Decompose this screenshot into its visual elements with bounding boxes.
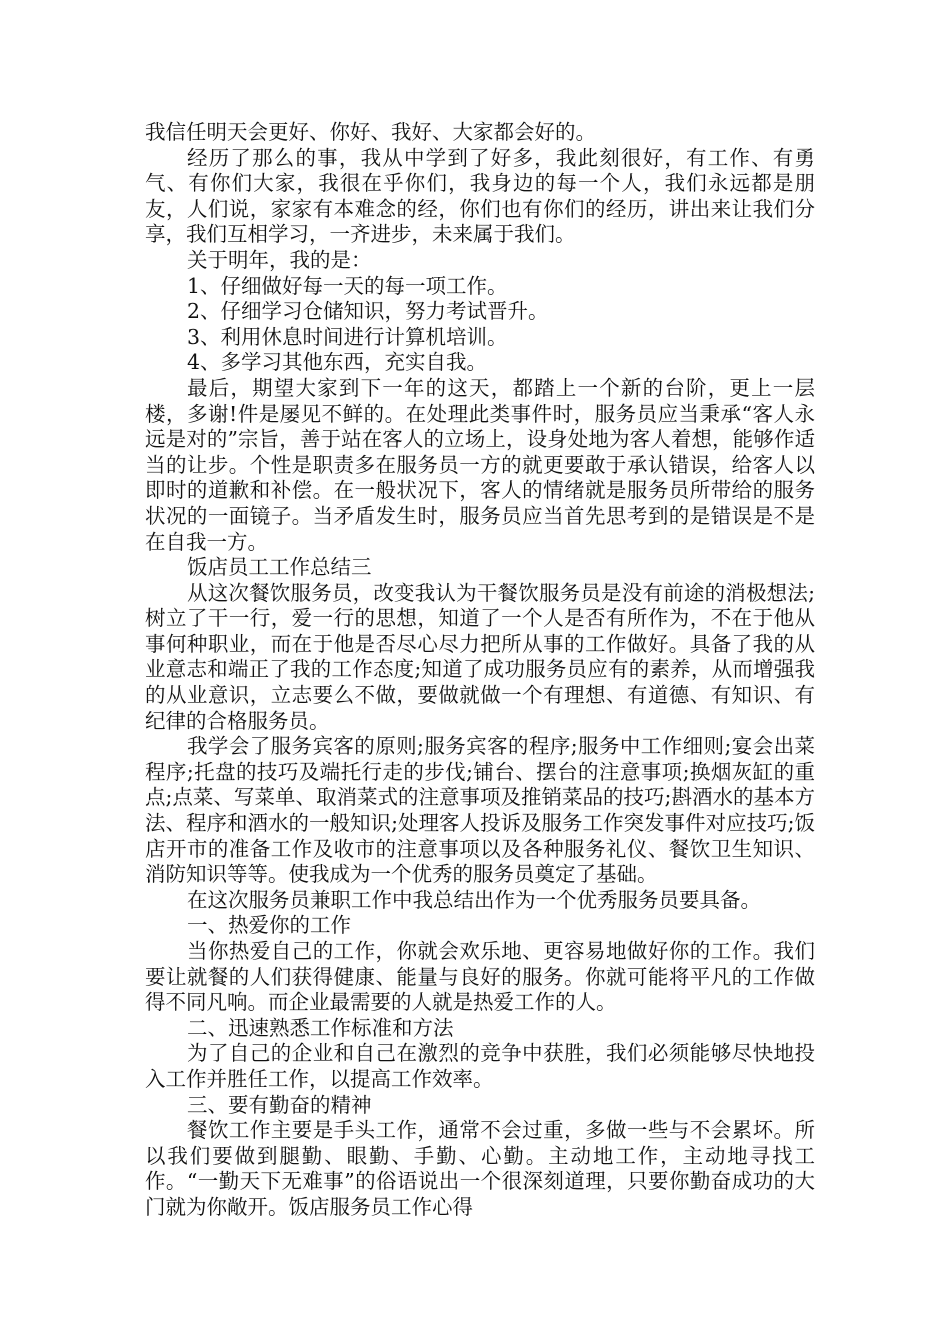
paragraph: 从这次餐饮服务员，改变我认为干餐饮服务员是没有前途的消极想法;树立了干一行，爱一行的思想，知道了一个人是否有所作为，不在于他从事何种职业，而在于他是否尽心尽力把所从事的工作做好。具备了我的从业意志和端正了我的工作态度;知道了成功服务员应有的素养，从而增强我的从业意识，立志要么不做，要做就做一个有理想、有道德、有知识、有纪律的合格服务员。 [145, 580, 815, 733]
list-item: 4、多学习其他东西，充实自我。 [187, 350, 488, 375]
paragraph: 我信任明天会更好、你好、我好、大家都会好的。 [145, 120, 596, 144]
paragraph: 最后，期望大家到下一年的这天，都踏上一个新的台阶，更上一层楼，多谢!件是屡见不鲜的。在处理此类事件时，服务员应当秉承“客人永远是对的”宗旨，善于站在客人的立场上，设身处地为客人着想，能够作适当的让步。个性是职责多在服务员一方的就更要敢于承认错误，给客人以即时的道歉和补偿。在一般状况下，客人的情绪就是服务员所带给的服务状况的一面镜子。当矛盾发生时，服务员应当首先思考到的是错误是不是在自我一方。 [145, 375, 815, 554]
section-heading: 三、要有勤奋的精神 [187, 1092, 372, 1117]
paragraph: 经历了那么的事，我从中学到了好多，我此刻很好，有工作、有勇气、有你们大家，我很在乎你们，我身边的每一个人，我们永远都是朋友，人们说，家家有本难念的经，你们也有你们的经历，讲出来让我们分享，我们互相学习，一齐进步，未来属于我们。 [145, 145, 815, 247]
list-item: 2、仔细学习仓储知识，努力考试晋升。 [187, 299, 549, 324]
section-heading: 一、热爱你的工作 [187, 913, 351, 938]
paragraph: 我学会了服务宾客的原则;服务宾客的程序;服务中工作细则;宴会出菜程序;托盘的技巧及端托行走的步伐;铺台、摆台的注意事项;换烟灰缸的重点;点菜、写菜单、取消菜式的注意事项及推销菜品的技巧;斟酒水的基本方法、程序和酒水的一般知识;处理客人投诉及服务工作突发事件对应技巧;饭店开市的准备工作及收市的注意事项以及各种服务礼仪、餐饮卫生知识、消防知识等等。使我成为一个优秀的服务员奠定了基础。 [145, 734, 815, 887]
paragraph: 关于明年，我的是： [187, 247, 372, 272]
paragraph: 在这次服务员兼职工作中我总结出作为一个优秀服务员要具备。 [187, 887, 761, 912]
section-heading: 饭店员工工作总结三 [187, 555, 372, 580]
list-item: 3、利用休息时间进行计算机培训。 [187, 324, 508, 349]
document-body [145, 120, 815, 1221]
list-item: 1、仔细做好每一天的每一项工作。 [187, 273, 508, 298]
paragraph: 餐饮工作主要是手头工作，通常不会过重，多做一些与不会累坏。所以我们要做到腿勤、眼勤、手勤、心勤。主动地工作，主动地寻找工作。“一勤天下无难事”的俗语说出一个很深刻道理，只要你勤奋成功的大门就为你敞开。饭店服务员工作心得 [145, 1118, 815, 1219]
section-heading: 二、迅速熟悉工作标准和方法 [187, 1015, 454, 1040]
paragraph: 当你热爱自己的工作，你就会欢乐地、更容易地做好你的工作。我们要让就餐的人们获得健康、能量与良好的服务。你就可能将平凡的工作做得不同凡响。而企业最需要的人就是热爱工作的人。 [145, 939, 815, 1015]
paragraph: 为了自己的企业和自己在激烈的竞争中获胜，我们必须能够尽快地投入工作并胜任工作，以提高工作效率。 [145, 1041, 815, 1091]
